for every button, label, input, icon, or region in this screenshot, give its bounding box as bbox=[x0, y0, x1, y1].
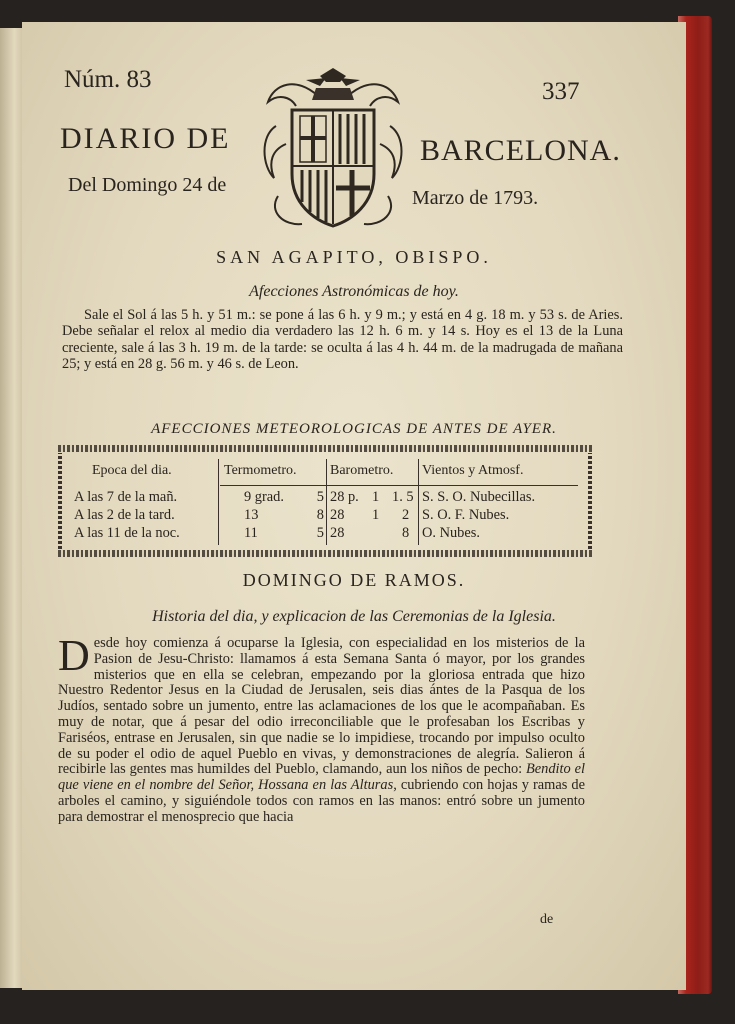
newspaper-page bbox=[22, 22, 686, 990]
article-quote: Bendito el que viene en el nombre del Señor, Hossana en las Alturas bbox=[58, 761, 585, 794]
row-1-baro-pulg: 28 p. bbox=[330, 489, 359, 505]
header-vientos: Vientos y Atmosf. bbox=[422, 463, 524, 478]
weather-table bbox=[58, 445, 592, 557]
row-1-epoca: A las 7 de la mañ. bbox=[74, 489, 178, 505]
row-3-term-grad: 11 bbox=[244, 525, 258, 541]
table-border-bottom bbox=[58, 550, 592, 557]
masthead-date-left: Del Domingo 24 de bbox=[68, 174, 227, 196]
header-barometro: Barometro. bbox=[330, 463, 394, 478]
catchword: de bbox=[540, 912, 554, 927]
column-divider bbox=[418, 459, 419, 545]
article-text-part-2: , cubriendo con hojas y ramas de arboles el camino, y siguiéndole todos con ramos en las manos: entró sobre un jumento para demostrar el menosprecio que hacia bbox=[58, 777, 585, 825]
row-2-term-frac: 8 bbox=[316, 507, 324, 523]
meteorological-heading: AFECCIONES METEOROLOGICAS DE ANTES DE AYER. bbox=[151, 421, 557, 437]
article-text-part-1: esde hoy comienza á ocuparse la Iglesia, con especialidad en los misterios de la Pasion de Jesu-Christo: llamamos á esta Semana Santa ó mayor, por los grandes misterios que en ella se celebran, empezando por la gloriosa entrada que hizo Nuestro Redentor Jesus en la Ciudad de Jerusalen, seis dias ántes de la Pasqua de los Judíos, sentado sobre un jumento, entre las aclamaciones de los que le acompañaban. Es muy de notar, que á pesar del odio irreconciliable que le profesaban los Escribas y Fariséos, entrase en Jerusalen, sin que nadie se lo impidiese, trocando por impulso oculto de su poder el odio de aquel Pueblo en vivas, y demonstraciones de alegría. Salieron á recibirle las gentes mas humildes del Pueblo, clamando, aun los niños de pecho: bbox=[58, 635, 585, 778]
column-divider bbox=[218, 459, 219, 545]
row-3-term-frac: 5 bbox=[316, 525, 324, 541]
article-paragraph bbox=[58, 631, 585, 826]
header-underline bbox=[220, 485, 578, 486]
row-2-vientos: S. O. F. Nubes. bbox=[422, 507, 510, 523]
row-1-vientos: S. S. O. Nubecillas. bbox=[422, 489, 536, 505]
astronomical-text bbox=[62, 307, 623, 373]
barcelona-coat-of-arms-icon bbox=[256, 66, 410, 234]
column-divider bbox=[326, 459, 327, 545]
header-termometro: Termometro. bbox=[224, 463, 297, 478]
table-border-top bbox=[58, 445, 592, 452]
table-border-left bbox=[58, 453, 62, 549]
masthead-title-left: DIARIO DE bbox=[60, 122, 231, 155]
header-epoca: Epoca del dia. bbox=[92, 463, 172, 478]
row-3-vientos: O. Nubes. bbox=[422, 525, 480, 541]
saint-of-day: SAN AGAPITO, OBISPO. bbox=[216, 247, 492, 267]
masthead-date-right: Marzo de 1793. bbox=[412, 187, 539, 209]
adjacent-page-edge bbox=[0, 28, 24, 988]
row-2-term-grad: 13 bbox=[244, 507, 259, 523]
row-2-epoca: A las 2 de la tard. bbox=[74, 507, 175, 523]
row-2-baro-pulg: 28 bbox=[330, 507, 345, 523]
page-number: 337 bbox=[542, 78, 580, 105]
row-1-term-frac: 5 bbox=[316, 489, 324, 505]
row-1-baro-lin: 1 bbox=[372, 489, 380, 505]
row-2-baro-frac: 2 bbox=[402, 507, 410, 523]
article-body bbox=[58, 631, 585, 826]
astronomical-heading: Afecciones Astronómicas de hoy. bbox=[249, 283, 459, 300]
section-title: DOMINGO DE RAMOS. bbox=[242, 570, 466, 590]
masthead-title-right: BARCELONA. bbox=[420, 134, 621, 167]
issue-number: Núm. 83 bbox=[64, 66, 152, 93]
row-3-epoca: A las 11 de la noc. bbox=[74, 525, 180, 541]
section-subtitle: Historia del dia, y explicacion de las Ceremonias de la Iglesia. bbox=[152, 608, 556, 625]
drop-cap: D bbox=[58, 631, 90, 680]
row-3-baro-pulg: 28 bbox=[330, 525, 345, 541]
row-1-term-grad: 9 grad. bbox=[244, 489, 284, 505]
row-1-baro-frac: 1. 5 bbox=[392, 489, 414, 505]
row-3-baro-frac: 8 bbox=[402, 525, 410, 541]
row-2-baro-lin: 1 bbox=[372, 507, 380, 523]
astronomical-paragraph: Sale el Sol á las 5 h. y 51 m.: se pone á las 6 h. y 9 m.; y está en 4 g. 18 m. y 53 s. de Aries. Debe señalar el relox al medio dia verdadero las 12 h. 6 m. y 14 s. Hoy es el 13 de la Luna creciente, sale á las 3 h. 19 m. de la tarde: se oculta á las 4 h. 44 m. de la madrugada de mañana 25; y está en 28 g. 56 m. y 46 s. de Leon. bbox=[62, 307, 623, 373]
table-border-right bbox=[588, 453, 592, 549]
